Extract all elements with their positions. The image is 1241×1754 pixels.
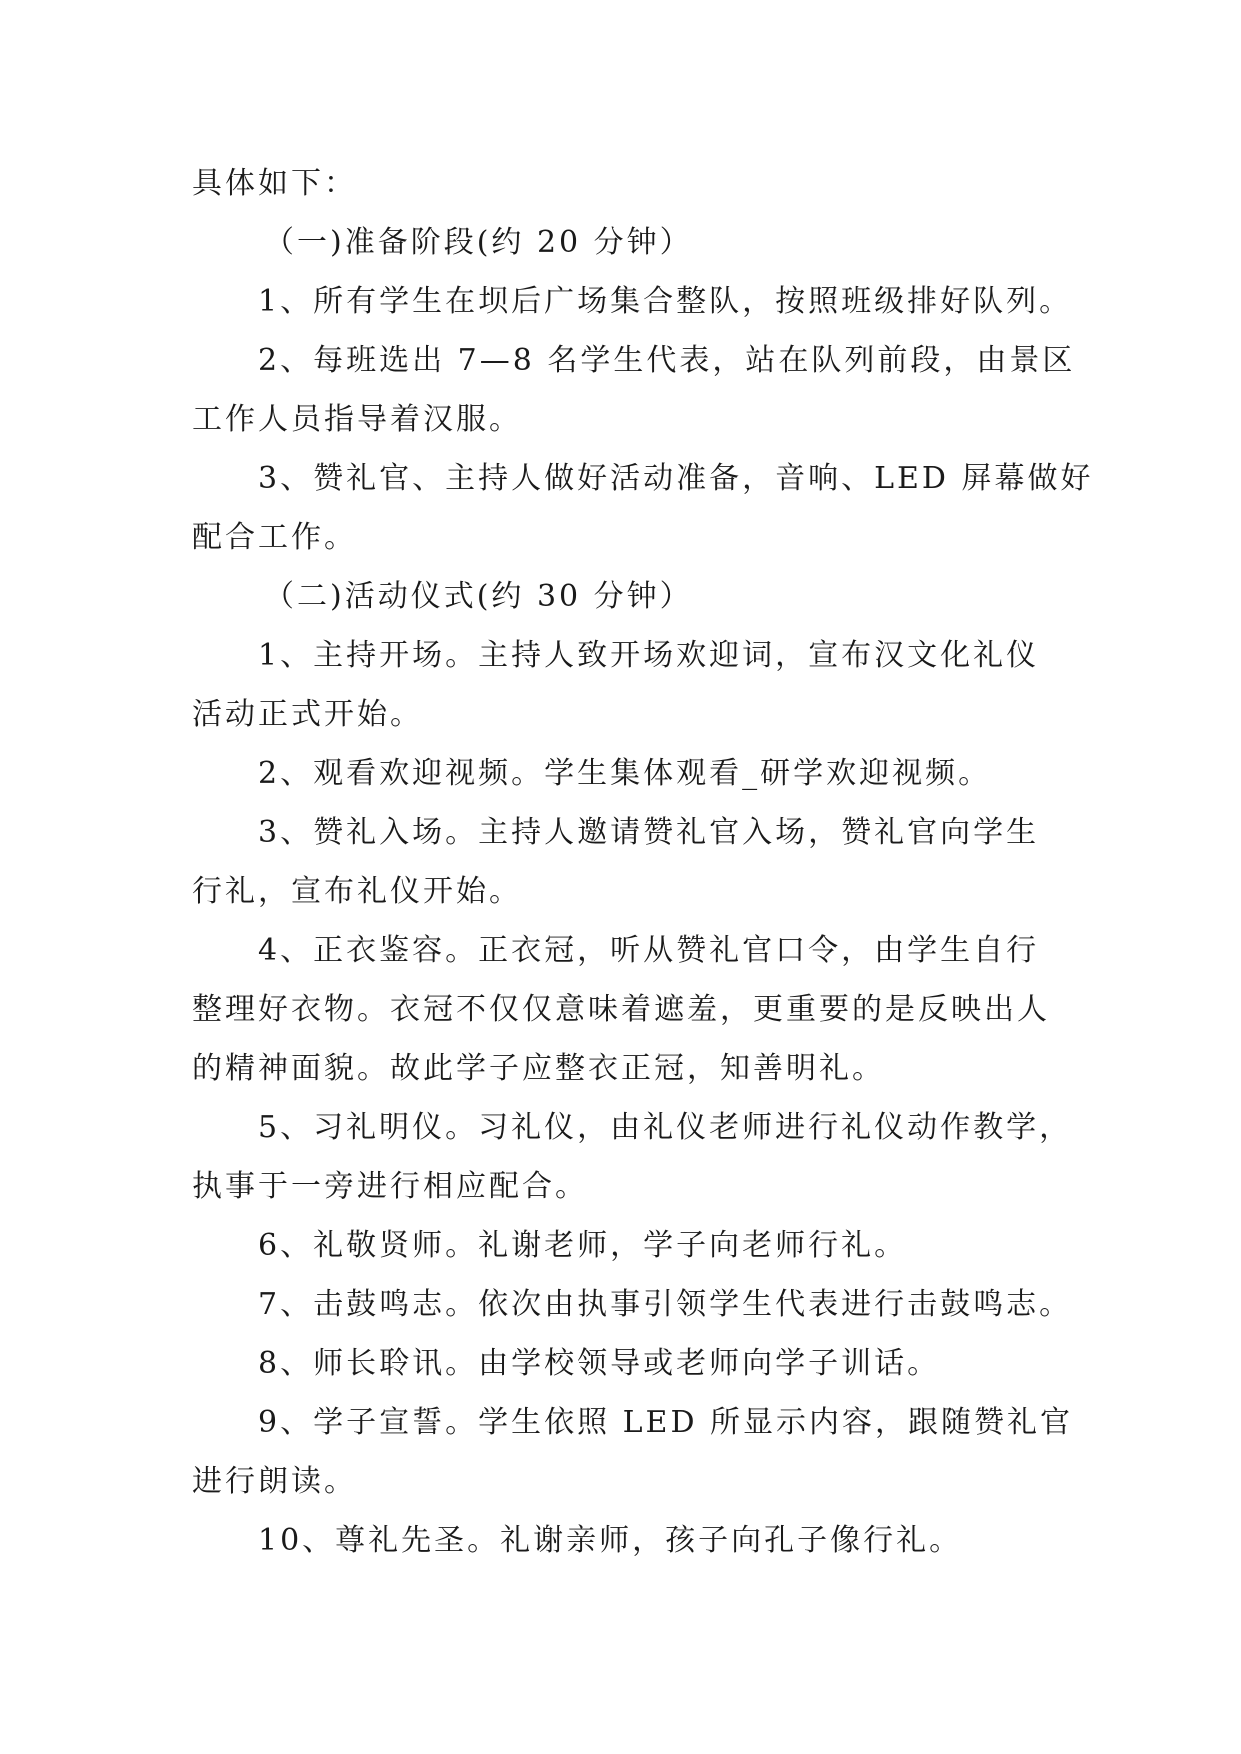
paragraph (192, 1216, 1092, 1275)
text-line: 2、观看欢迎视频。学生集体观看_研学欢迎视频。 (258, 756, 992, 791)
paragraph (192, 626, 1092, 744)
text-line: 3、赞礼官、主持人做好活动准备，音响、LED 屏幕做好 (258, 461, 1094, 496)
text-line: （二)活动仪式(约 30 分钟） (264, 579, 693, 614)
paragraph (192, 1511, 1092, 1570)
text-line: 10、尊礼先圣。礼谢亲师，孩子向孔子像行礼。 (258, 1523, 963, 1558)
text-line: 1、主持开场。主持人致开场欢迎词，宣布汉文化礼仪 (258, 638, 1040, 673)
text-line: 3、赞礼入场。主持人邀请赞礼官入场，赞礼官向学生 (258, 815, 1040, 850)
text-line: 的精神面貌。故此学子应整衣正冠，知善明礼。 (192, 1051, 885, 1086)
paragraph (192, 449, 1092, 567)
text-line: 活动正式开始。 (192, 697, 423, 732)
text-line: 6、礼敬贤师。礼谢老师，学子向老师行礼。 (258, 1228, 908, 1263)
paragraph (192, 1393, 1092, 1511)
text-line: 行礼，宣布礼仪开始。 (192, 874, 522, 909)
text-line: 配合工作。 (192, 520, 357, 555)
text-line: 2、每班选出 7—8 名学生代表，站在队列前段，由景区 (258, 343, 1076, 378)
text-line: 9、学子宣誓。学生依照 LED 所显示内容，跟随赞礼官 (258, 1405, 1074, 1440)
text-line: 7、击鼓鸣志。依次由执事引领学生代表进行击鼓鸣志。 (258, 1287, 1073, 1322)
text-line: 4、正衣鉴容。正衣冠，听从赞礼官口令，由学生自行 (258, 933, 1040, 968)
text-line: 整理好衣物。衣冠不仅仅意味着遮羞，更重要的是反映出人 (192, 992, 1050, 1027)
section-heading-ceremony (192, 567, 1092, 626)
paragraph (192, 921, 1092, 1098)
section-heading-preparation (192, 213, 1092, 272)
intro-paragraph (192, 154, 1092, 213)
text-line: 1、所有学生在坝后广场集合整队，按照班级排好队列。 (258, 284, 1073, 319)
paragraph (192, 1275, 1092, 1334)
text-line: 8、师长聆讯。由学校领导或老师向学子训话。 (258, 1346, 941, 1381)
paragraph (192, 331, 1092, 449)
text-line: 执事于一旁进行相应配合。 (192, 1169, 588, 1204)
text-line: 进行朗读。 (192, 1464, 357, 1499)
paragraph (192, 803, 1092, 921)
text-line: 工作人员指导着汉服。 (192, 402, 522, 437)
paragraph (192, 1334, 1092, 1393)
document-page (192, 154, 1092, 1570)
paragraph (192, 1098, 1092, 1216)
paragraph (192, 272, 1092, 331)
text-line: 5、习礼明仪。习礼仪，由礼仪老师进行礼仪动作教学， (258, 1110, 1073, 1145)
paragraph (192, 744, 1092, 803)
text-line: 具体如下： (192, 166, 357, 201)
text-line: （一)准备阶段(约 20 分钟） (264, 225, 693, 260)
